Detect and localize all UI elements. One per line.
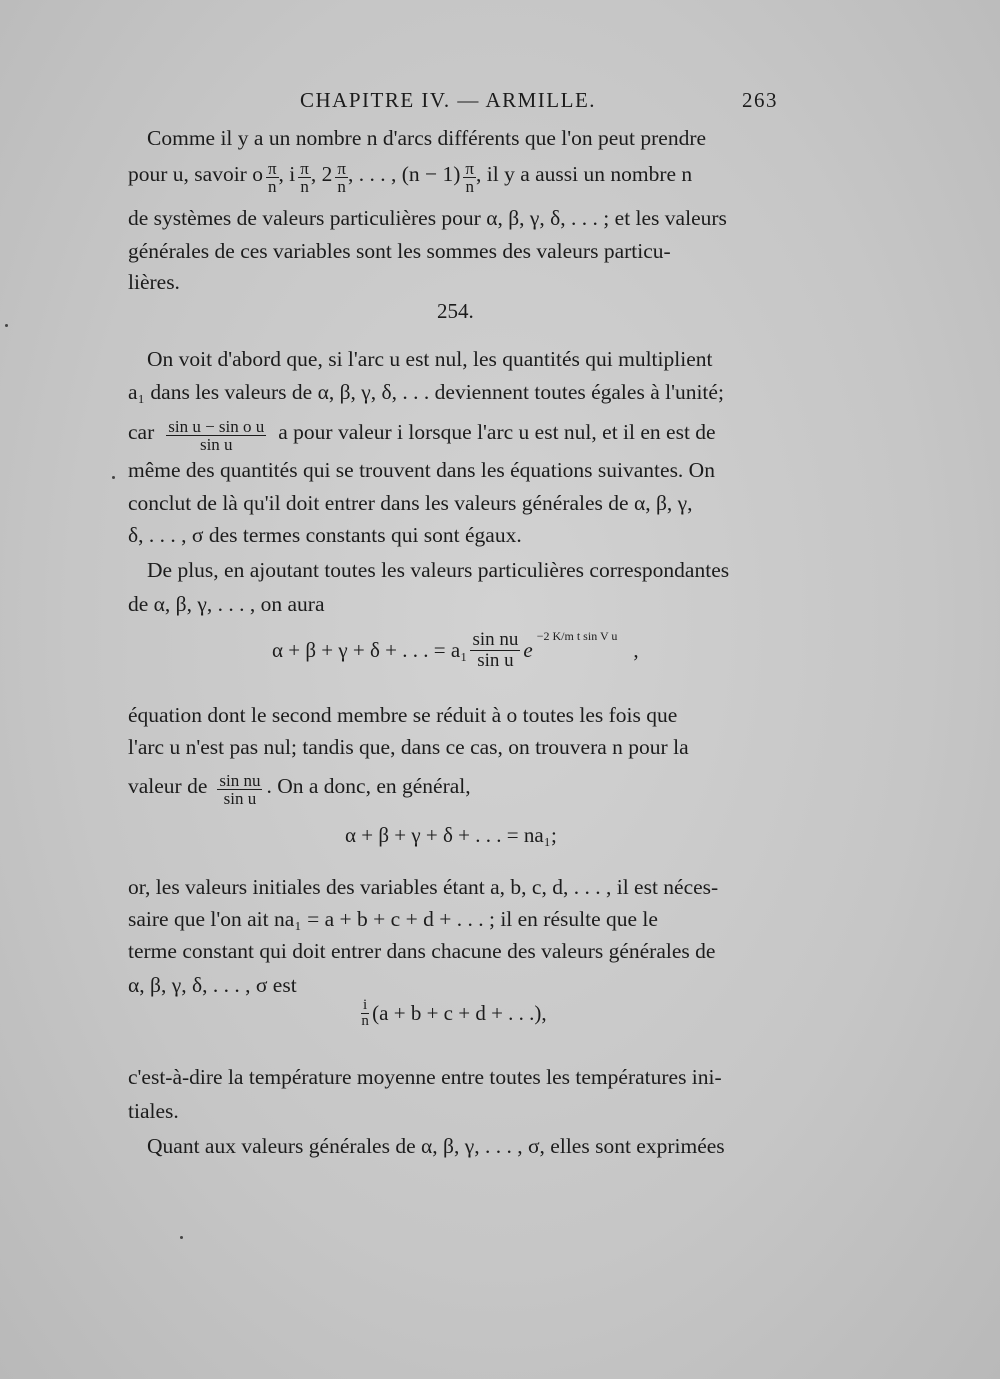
text-line: équation dont le second membre se réduit à o toutes les fois que — [128, 703, 678, 727]
fraction-denominator: n — [361, 1013, 369, 1029]
text-fragment: . On a donc, en général, — [266, 774, 471, 798]
text-line-fraction — [128, 418, 783, 453]
equation-comma: , — [633, 638, 639, 662]
fraction-numerator: i — [363, 997, 368, 1013]
text-line: de α, β, γ, . . . , on aura — [128, 592, 325, 616]
fraction-denominator: n — [300, 177, 309, 196]
text-line: conclut de là qu'il doit entrer dans les valeurs générales de α, β, γ, — [128, 491, 693, 515]
text-fragment: , 2 — [310, 162, 333, 186]
text-fragment: a pour valeur i lorsque l'arc u est nul, et il en est de — [278, 420, 716, 444]
text-line: δ, . . . , σ des termes constants qui sont égaux. — [128, 523, 522, 547]
text-fragment: pour u, savoir o — [128, 162, 263, 186]
text-fragment: , i — [278, 162, 296, 186]
fraction-denominator: n — [465, 177, 474, 196]
scan-speck — [180, 1236, 183, 1239]
text-line: or, les valeurs initiales des variables étant a, b, c, d, . . . , il est néces- — [128, 875, 719, 899]
running-header: CHAPITRE IV. — ARMILLE. — [300, 88, 597, 112]
equation-sum — [272, 630, 639, 671]
fraction — [470, 630, 520, 671]
text-line: Quant aux valeurs générales de α, β, γ, . . . , σ, elles sont exprimées — [147, 1134, 725, 1158]
text-fragment: valeur de — [128, 774, 208, 798]
exponent: −2 K/m t sin V u — [536, 629, 618, 643]
fraction-denominator: n — [337, 177, 346, 196]
scan-speck — [5, 324, 8, 327]
fraction-denominator: n — [268, 177, 277, 196]
fraction-numerator: sin nu — [219, 771, 261, 790]
fraction-numerator: sin nu — [472, 629, 519, 650]
text-fragment: , il y a aussi un nombre n — [476, 162, 693, 186]
text-line: a₁ dans les valeurs de α, β, γ, δ, . . . deviennent toutes égales à l'unité; — [128, 380, 724, 404]
text-line: l'arc u n'est pas nul; tandis que, dans ce cas, on trouvera n pour la — [128, 735, 689, 759]
fraction — [166, 418, 266, 453]
text-line: c'est-à-dire la température moyenne entre toutes les températures ini- — [128, 1065, 722, 1089]
fraction-denominator: sin u — [477, 650, 514, 671]
fraction — [266, 160, 279, 195]
fraction — [298, 160, 311, 195]
fraction — [217, 772, 262, 807]
fraction-numerator: sin u − sin o u — [168, 417, 265, 436]
fraction — [335, 160, 348, 195]
text-line: De plus, en ajoutant toutes les valeurs particulières correspondantes — [147, 558, 730, 582]
text-line: terme constant qui doit entrer dans chacune des valeurs générales de — [128, 939, 716, 963]
text-fragment: , . . . , (n − 1) — [347, 162, 461, 186]
equation-lhs: α + β + γ + δ + . . . = a₁ — [272, 638, 468, 662]
fraction — [463, 160, 476, 195]
equation-total: α + β + γ + δ + . . . = na₁; — [345, 823, 557, 847]
fraction — [361, 998, 369, 1029]
text-line: tiales. — [128, 1099, 179, 1123]
fraction-numerator: π — [465, 159, 475, 178]
text-line: même des quantités qui se trouvent dans les équations suivantes. On — [128, 458, 715, 482]
text-line: saire que l'on ait na₁ = a + b + c + d + . . . ; il en résulte que le — [128, 907, 658, 931]
text-line: On voit d'abord que, si l'arc u est nul, les quantités qui multiplient — [147, 347, 713, 371]
equation-body: (a + b + c + d + . . .), — [372, 1001, 547, 1025]
text-line: α, β, γ, δ, . . . , σ est — [128, 973, 297, 997]
section-number: 254. — [437, 299, 474, 323]
fraction-numerator: π — [300, 159, 309, 178]
text-line: de systèmes de valeurs particulières pour α, β, γ, δ, . . . ; et les valeurs — [128, 206, 727, 230]
text-line-fractions — [128, 160, 783, 195]
text-line: Comme il y a un nombre n d'arcs différents que l'on peut prendre — [147, 126, 707, 150]
fraction-denominator: sin u — [223, 789, 257, 808]
fraction-denominator: sin u — [199, 435, 233, 454]
fraction-numerator: π — [337, 159, 346, 178]
scan-speck — [112, 476, 115, 479]
fraction-numerator: π — [267, 159, 277, 178]
page-number: 263 — [742, 88, 778, 112]
text-line: lières. — [128, 270, 180, 294]
equation-mean — [358, 998, 547, 1029]
text-line-fraction — [128, 772, 783, 807]
text-line: générales de ces variables sont les sommes des valeurs particu- — [128, 239, 671, 263]
exponential-base: e — [523, 638, 533, 662]
text-fragment: car — [128, 420, 155, 444]
